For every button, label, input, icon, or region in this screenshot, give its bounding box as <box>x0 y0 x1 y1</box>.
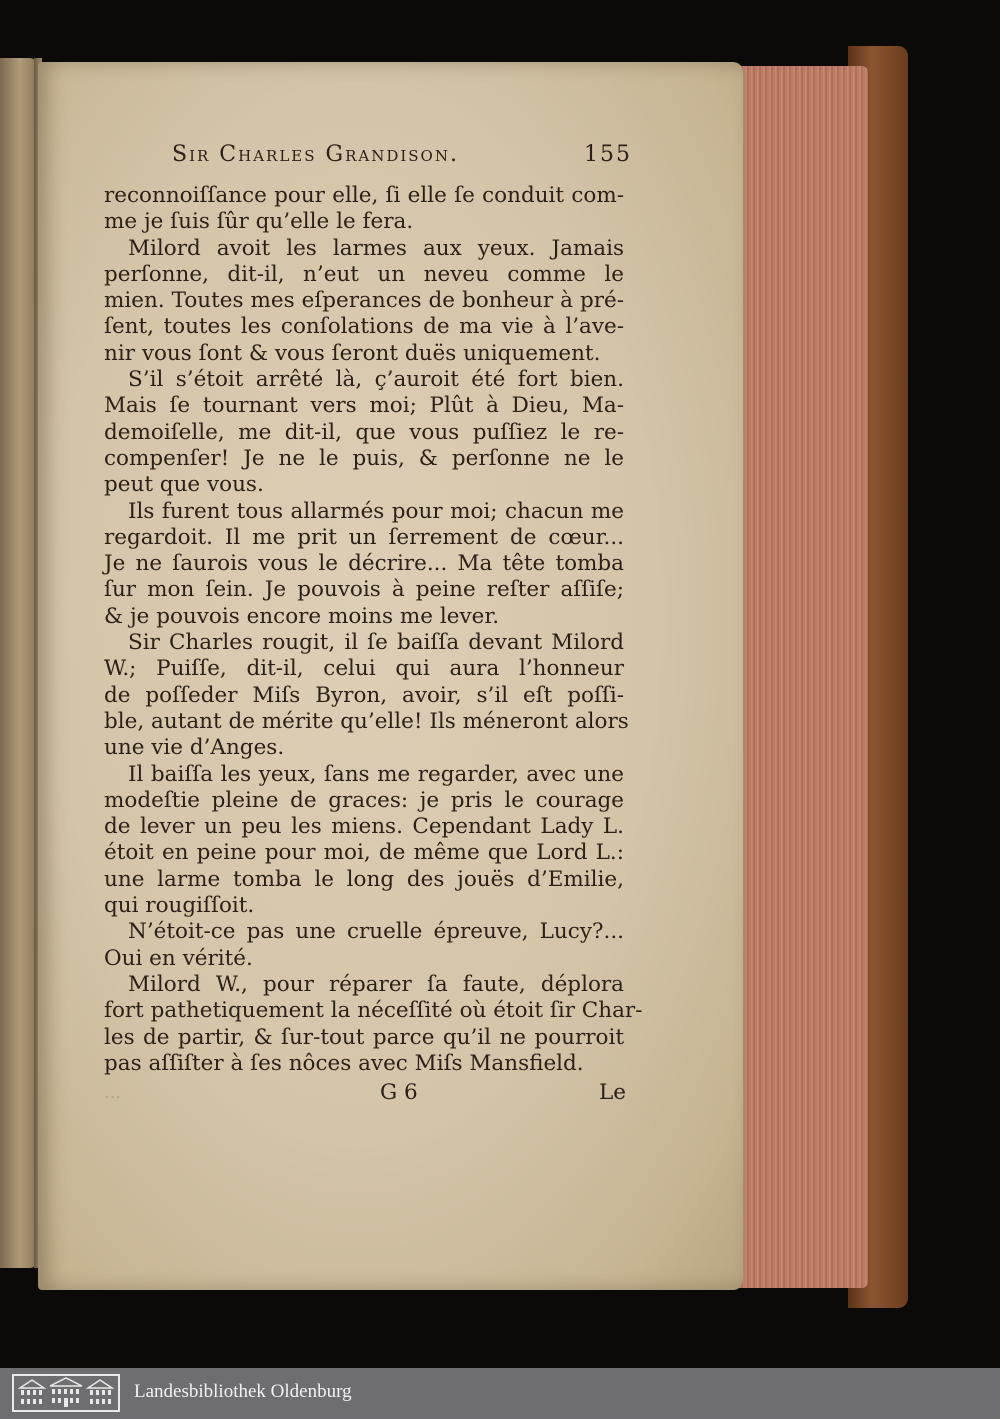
text-line: regardoit. Il me prit un ſerrement de cœur... <box>104 524 624 550</box>
signature-mark: G 6 <box>380 1080 418 1105</box>
text-line: une vie d’Anges. <box>104 735 285 761</box>
page-number: 155 <box>584 142 632 167</box>
text-line: & je pouvois encore moins me lever. <box>104 603 500 629</box>
page-footer <box>104 1080 626 1110</box>
running-head: Sir Charles Grandison. <box>172 142 459 167</box>
text-line: Sir Charles rougit, il ſe baiſſa devant Milord <box>128 630 624 656</box>
library-building-logo-icon <box>12 1374 120 1412</box>
library-name: Landesbibliothek Oldenburg <box>134 1381 352 1402</box>
text-line: les de partir, & ſur-tout parce qu’il ne pourroit <box>104 1024 624 1050</box>
text-line: Ils furent tous allarmés pour moi; chacun me <box>128 498 624 524</box>
text-line: de lever un peu les miens. Cependant Lady L. <box>104 814 624 840</box>
text-line: reconnoiſſance pour elle, ſi elle ſe conduit com- <box>104 183 624 208</box>
text-line: qui rougiſſoit. <box>104 893 255 919</box>
text-line: ſent, toutes les conſolations de ma vie à l’ave- <box>104 314 624 340</box>
text-line: modeſtie pleine de graces: je pris le courage <box>104 787 624 813</box>
text-line: ble, autant de mérite qu’elle! Ils méneront alors <box>104 708 629 734</box>
text-line: nir vous ſont & vous ſeront duës uniquement. <box>104 340 601 366</box>
text-line: N’étoit-ce pas une cruelle épreuve, Lucy?... <box>128 919 624 945</box>
text-line: Il baiſſa les yeux, ſans me regarder, avec une <box>128 761 624 787</box>
text-line: S’il s’étoit arrêté là, ç’auroit été fort bien. <box>128 367 624 393</box>
text-line: Milord W., pour réparer ſa faute, déplora <box>128 971 624 997</box>
page-header <box>172 142 632 182</box>
show-through-text: ... <box>104 1082 122 1103</box>
catchword: Le <box>598 1080 626 1105</box>
page-body-text <box>104 183 643 1077</box>
text-line: perſonne, dit-il, n’eut un neveu comme le <box>104 261 624 287</box>
text-line: Mais ſe tournant vers moi; Plût à Dieu, Ma- <box>104 393 624 419</box>
text-line: Oui en vérité. <box>104 945 253 971</box>
text-line: Je ne ſaurois vous le décrire... Ma tête tomba <box>104 551 624 577</box>
text-line: W.; Puiſſe, dit-il, celui qui aura l’honneur <box>104 656 624 682</box>
page-fore-edge <box>738 66 868 1288</box>
text-line: mien. Toutes mes eſperances de bonheur à pré- <box>104 288 624 314</box>
text-line: me je ſuis ſûr qu’elle le fera. <box>104 209 414 235</box>
left-page-edge <box>0 58 36 1268</box>
text-line: peut que vous. <box>104 472 264 498</box>
text-line: étoit en peine pour moi, de même que Lord L.: <box>104 840 624 866</box>
text-line: compenſer! Je ne le puis, & perſonne ne le <box>104 445 624 471</box>
text-line: pas aſſiſter à ſes nôces avec Miſs Mansfield. <box>104 1050 584 1076</box>
library-banner <box>0 1368 1000 1419</box>
text-line: de poſſeder Miſs Byron, avoir, s’il eſt poſſi- <box>104 682 624 708</box>
text-line: ſur mon ſein. Je pouvois à peine reſter aſſiſe; <box>104 577 624 603</box>
text-line: une larme tomba le long des jouës d’Emilie, <box>104 866 624 892</box>
text-line: demoiſelle, me dit-il, que vous puſſiez le re- <box>104 419 624 445</box>
text-line: fort pathetiquement la néceſſité où étoit ſir Char- <box>104 998 643 1024</box>
text-line: Milord avoit les larmes aux yeux. Jamais <box>128 235 624 261</box>
